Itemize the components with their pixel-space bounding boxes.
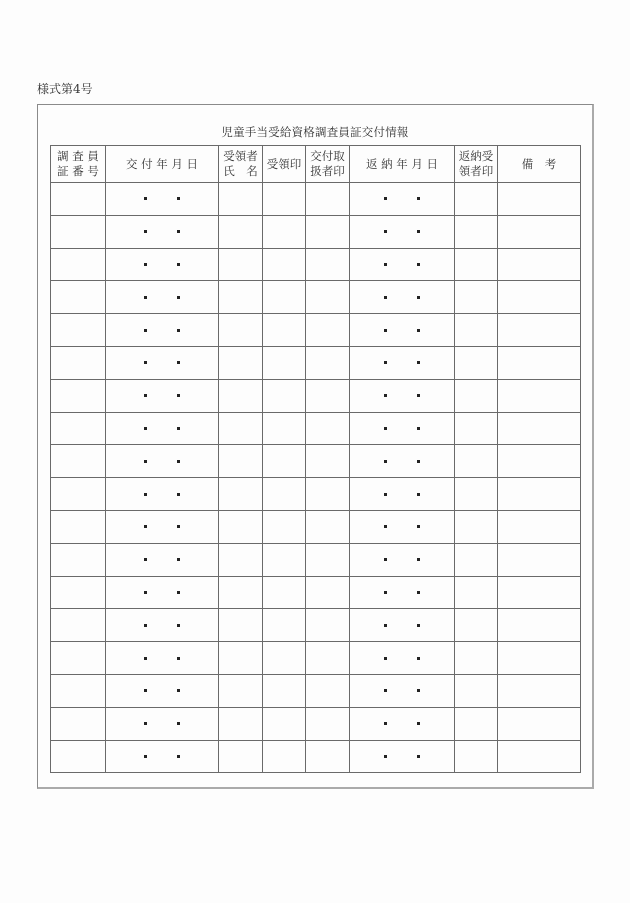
cert-number-cell[interactable] xyxy=(51,707,106,740)
remarks-cell[interactable] xyxy=(498,478,581,511)
date-separator-dot xyxy=(144,755,147,758)
issuer-seal-cell[interactable] xyxy=(306,642,350,675)
date-separator-dot xyxy=(384,689,387,692)
return-receiver-seal-cell[interactable] xyxy=(455,215,498,248)
issuer-seal-cell[interactable] xyxy=(306,510,350,543)
date-separator-dot xyxy=(144,624,147,627)
date-separator-dot xyxy=(144,394,147,397)
recipient-seal-cell[interactable] xyxy=(263,215,306,248)
recipient-name-cell[interactable] xyxy=(219,510,263,543)
table-row xyxy=(51,215,581,248)
remarks-cell[interactable] xyxy=(498,609,581,642)
issue-date-cell[interactable] xyxy=(106,314,219,347)
return-receiver-seal-cell[interactable] xyxy=(455,248,498,281)
table-row xyxy=(51,445,581,478)
date-separators xyxy=(106,657,218,660)
issue-date-cell[interactable] xyxy=(106,281,219,314)
table-row xyxy=(51,576,581,609)
return-receiver-seal-cell[interactable] xyxy=(455,642,498,675)
remarks-cell[interactable] xyxy=(498,445,581,478)
issue-date-cell[interactable] xyxy=(106,707,219,740)
date-separator-dot xyxy=(384,755,387,758)
date-separator-dot xyxy=(384,493,387,496)
header-line: 返 納 年 月 日 xyxy=(365,156,439,171)
date-separator-dot xyxy=(417,263,420,266)
date-separators xyxy=(350,361,454,364)
return-date-cell[interactable] xyxy=(350,346,455,379)
date-separators xyxy=(106,329,218,332)
return-receiver-seal-cell[interactable] xyxy=(455,412,498,445)
return-receiver-seal-cell[interactable] xyxy=(455,707,498,740)
recipient-seal-cell[interactable] xyxy=(263,183,306,216)
header-return-receiver-seal xyxy=(455,146,498,183)
return-receiver-seal-cell[interactable] xyxy=(455,510,498,543)
date-separator-dot xyxy=(384,263,387,266)
date-separators xyxy=(106,460,218,463)
return-receiver-seal-cell[interactable] xyxy=(455,740,498,773)
date-separators xyxy=(350,657,454,660)
issue-date-cell[interactable] xyxy=(106,576,219,609)
date-separator-dot xyxy=(144,361,147,364)
date-separator-dot xyxy=(384,624,387,627)
header-line: 交付取 xyxy=(310,149,345,163)
date-separator-dot xyxy=(384,591,387,594)
date-separator-dot xyxy=(417,624,420,627)
issue-date-cell[interactable] xyxy=(106,248,219,281)
return-date-cell[interactable] xyxy=(350,510,455,543)
header-line: 氏 名 xyxy=(223,164,258,178)
header-line: 交 付 年 月 日 xyxy=(125,156,199,171)
date-separators xyxy=(350,263,454,266)
date-separator-dot xyxy=(177,230,180,233)
remarks-cell[interactable] xyxy=(498,674,581,707)
date-separator-dot xyxy=(384,558,387,561)
return-receiver-seal-cell[interactable] xyxy=(455,183,498,216)
date-separator-dot xyxy=(177,525,180,528)
issuer-seal-cell[interactable] xyxy=(306,215,350,248)
date-separators xyxy=(350,460,454,463)
date-separators xyxy=(350,296,454,299)
date-separator-dot xyxy=(417,427,420,430)
cert-number-cell[interactable] xyxy=(51,183,106,216)
recipient-name-cell[interactable] xyxy=(219,478,263,511)
return-receiver-seal-cell[interactable] xyxy=(455,346,498,379)
issuer-seal-cell[interactable] xyxy=(306,576,350,609)
table-row xyxy=(51,478,581,511)
recipient-name-cell[interactable] xyxy=(219,248,263,281)
remarks-cell[interactable] xyxy=(498,379,581,412)
date-separator-dot xyxy=(384,329,387,332)
date-separator-dot xyxy=(177,722,180,725)
date-separator-dot xyxy=(144,689,147,692)
recipient-name-cell[interactable] xyxy=(219,543,263,576)
table-row xyxy=(51,609,581,642)
cert-number-cell[interactable] xyxy=(51,609,106,642)
date-separator-dot xyxy=(417,296,420,299)
date-separators xyxy=(106,296,218,299)
cert-number-cell[interactable] xyxy=(51,576,106,609)
date-separator-dot xyxy=(417,525,420,528)
date-separator-dot xyxy=(384,427,387,430)
date-separator-dot xyxy=(177,263,180,266)
recipient-name-cell[interactable] xyxy=(219,707,263,740)
remarks-cell[interactable] xyxy=(498,543,581,576)
date-separators xyxy=(106,722,218,725)
date-separator-dot xyxy=(144,329,147,332)
register-body xyxy=(51,183,581,773)
date-separators xyxy=(106,197,218,200)
remarks-cell[interactable] xyxy=(498,281,581,314)
recipient-seal-cell[interactable] xyxy=(263,543,306,576)
header-issuer-seal xyxy=(306,146,350,183)
table-row xyxy=(51,248,581,281)
return-date-cell[interactable] xyxy=(350,576,455,609)
recipient-seal-cell[interactable] xyxy=(263,379,306,412)
date-separator-dot xyxy=(144,197,147,200)
issuer-seal-cell[interactable] xyxy=(306,707,350,740)
date-separator-dot xyxy=(177,493,180,496)
remarks-cell[interactable] xyxy=(498,314,581,347)
date-separator-dot xyxy=(417,394,420,397)
table-row xyxy=(51,412,581,445)
return-receiver-seal-cell[interactable] xyxy=(455,576,498,609)
date-separator-dot xyxy=(177,657,180,660)
recipient-seal-cell[interactable] xyxy=(263,445,306,478)
recipient-name-cell[interactable] xyxy=(219,445,263,478)
recipient-name-cell[interactable] xyxy=(219,609,263,642)
date-separator-dot xyxy=(177,329,180,332)
recipient-seal-cell[interactable] xyxy=(263,740,306,773)
return-date-cell[interactable] xyxy=(350,642,455,675)
date-separator-dot xyxy=(384,230,387,233)
cert-number-cell[interactable] xyxy=(51,740,106,773)
date-separator-dot xyxy=(417,230,420,233)
header-line: 備 考 xyxy=(521,156,557,171)
remarks-cell[interactable] xyxy=(498,740,581,773)
header-line: 証 番 号 xyxy=(57,164,99,178)
recipient-seal-cell[interactable] xyxy=(263,642,306,675)
header-cert-number xyxy=(51,146,106,183)
date-separator-dot xyxy=(417,657,420,660)
header-line: 受領印 xyxy=(266,156,302,171)
cert-number-cell[interactable] xyxy=(51,379,106,412)
remarks-cell[interactable] xyxy=(498,576,581,609)
date-separators xyxy=(106,263,218,266)
issuer-seal-cell[interactable] xyxy=(306,314,350,347)
table-row xyxy=(51,510,581,543)
date-separators xyxy=(350,755,454,758)
remarks-cell[interactable] xyxy=(498,412,581,445)
recipient-name-cell[interactable] xyxy=(219,674,263,707)
cert-number-cell[interactable] xyxy=(51,510,106,543)
issue-date-cell[interactable] xyxy=(106,215,219,248)
cert-number-cell[interactable] xyxy=(51,674,106,707)
date-separator-dot xyxy=(384,525,387,528)
date-separators xyxy=(106,558,218,561)
issuer-seal-cell[interactable] xyxy=(306,445,350,478)
recipient-name-cell[interactable] xyxy=(219,215,263,248)
remarks-cell[interactable] xyxy=(498,215,581,248)
date-separators xyxy=(350,525,454,528)
recipient-seal-cell[interactable] xyxy=(263,674,306,707)
date-separators xyxy=(106,230,218,233)
date-separators xyxy=(350,394,454,397)
return-receiver-seal-cell[interactable] xyxy=(455,445,498,478)
return-date-cell[interactable] xyxy=(350,707,455,740)
date-separator-dot xyxy=(417,493,420,496)
recipient-seal-cell[interactable] xyxy=(263,346,306,379)
date-separator-dot xyxy=(177,394,180,397)
date-separator-dot xyxy=(417,197,420,200)
issuer-seal-cell[interactable] xyxy=(306,609,350,642)
issue-date-cell[interactable] xyxy=(106,183,219,216)
return-date-cell[interactable] xyxy=(350,445,455,478)
date-separator-dot xyxy=(384,361,387,364)
date-separators xyxy=(106,624,218,627)
header-line: 受領者 xyxy=(223,149,258,163)
date-separator-dot xyxy=(384,460,387,463)
return-date-cell[interactable] xyxy=(350,183,455,216)
return-date-cell[interactable] xyxy=(350,478,455,511)
issuance-register-table xyxy=(50,145,581,773)
issue-date-cell[interactable] xyxy=(106,543,219,576)
date-separator-dot xyxy=(384,197,387,200)
date-separator-dot xyxy=(144,558,147,561)
cert-number-cell[interactable] xyxy=(51,642,106,675)
issue-date-cell[interactable] xyxy=(106,445,219,478)
return-receiver-seal-cell[interactable] xyxy=(455,674,498,707)
cert-number-cell[interactable] xyxy=(51,445,106,478)
return-date-cell[interactable] xyxy=(350,314,455,347)
date-separator-dot xyxy=(144,493,147,496)
date-separator-dot xyxy=(144,460,147,463)
table-row xyxy=(51,740,581,773)
table-row xyxy=(51,379,581,412)
issue-date-cell[interactable] xyxy=(106,510,219,543)
table-row xyxy=(51,707,581,740)
date-separators xyxy=(106,394,218,397)
issuer-seal-cell[interactable] xyxy=(306,412,350,445)
date-separator-dot xyxy=(144,525,147,528)
return-receiver-seal-cell[interactable] xyxy=(455,478,498,511)
date-separators xyxy=(106,427,218,430)
header-issue-date xyxy=(106,146,219,183)
date-separators xyxy=(106,755,218,758)
issue-date-cell[interactable] xyxy=(106,346,219,379)
date-separator-dot xyxy=(144,657,147,660)
date-separator-dot xyxy=(144,230,147,233)
return-receiver-seal-cell[interactable] xyxy=(455,609,498,642)
recipient-seal-cell[interactable] xyxy=(263,281,306,314)
table-row xyxy=(51,642,581,675)
recipient-seal-cell[interactable] xyxy=(263,248,306,281)
cert-number-cell[interactable] xyxy=(51,314,106,347)
date-separator-dot xyxy=(417,591,420,594)
date-separator-dot xyxy=(417,722,420,725)
date-separators xyxy=(106,591,218,594)
issue-date-cell[interactable] xyxy=(106,674,219,707)
return-receiver-seal-cell[interactable] xyxy=(455,379,498,412)
cert-number-cell[interactable] xyxy=(51,281,106,314)
table-row xyxy=(51,346,581,379)
date-separator-dot xyxy=(177,755,180,758)
cert-number-cell[interactable] xyxy=(51,215,106,248)
recipient-seal-cell[interactable] xyxy=(263,478,306,511)
return-date-cell[interactable] xyxy=(350,248,455,281)
date-separators xyxy=(350,624,454,627)
recipient-seal-cell[interactable] xyxy=(263,510,306,543)
date-separator-dot xyxy=(177,624,180,627)
recipient-seal-cell[interactable] xyxy=(263,576,306,609)
date-separator-dot xyxy=(384,394,387,397)
remarks-cell[interactable] xyxy=(498,183,581,216)
date-separator-dot xyxy=(417,361,420,364)
date-separator-dot xyxy=(144,263,147,266)
header-line: 調 査 員 xyxy=(57,149,99,163)
date-separators xyxy=(106,689,218,692)
cert-number-cell[interactable] xyxy=(51,248,106,281)
date-separator-dot xyxy=(144,296,147,299)
table-row xyxy=(51,281,581,314)
issuer-seal-cell[interactable] xyxy=(306,740,350,773)
issue-date-cell[interactable] xyxy=(106,609,219,642)
date-separator-dot xyxy=(384,296,387,299)
date-separators xyxy=(106,493,218,496)
date-separator-dot xyxy=(177,460,180,463)
return-date-cell[interactable] xyxy=(350,281,455,314)
return-date-cell[interactable] xyxy=(350,543,455,576)
date-separator-dot xyxy=(177,591,180,594)
issuer-seal-cell[interactable] xyxy=(306,248,350,281)
date-separator-dot xyxy=(144,427,147,430)
issuer-seal-cell[interactable] xyxy=(306,346,350,379)
form-title: 児童手当受給資格調査員証交付情報 xyxy=(221,125,409,139)
remarks-cell[interactable] xyxy=(498,510,581,543)
recipient-seal-cell[interactable] xyxy=(263,412,306,445)
return-date-cell[interactable] xyxy=(350,609,455,642)
return-date-cell[interactable] xyxy=(350,412,455,445)
header-line: 返納受 xyxy=(458,149,494,163)
return-date-cell[interactable] xyxy=(350,674,455,707)
date-separators xyxy=(350,493,454,496)
date-separator-dot xyxy=(144,591,147,594)
remarks-cell[interactable] xyxy=(498,346,581,379)
issue-date-cell[interactable] xyxy=(106,379,219,412)
return-receiver-seal-cell[interactable] xyxy=(455,314,498,347)
return-date-cell[interactable] xyxy=(350,215,455,248)
issuer-seal-cell[interactable] xyxy=(306,543,350,576)
return-date-cell[interactable] xyxy=(350,379,455,412)
issuer-seal-cell[interactable] xyxy=(306,183,350,216)
date-separators xyxy=(350,689,454,692)
header-line: 領者印 xyxy=(458,164,494,178)
recipient-seal-cell[interactable] xyxy=(263,707,306,740)
remarks-cell[interactable] xyxy=(498,248,581,281)
recipient-name-cell[interactable] xyxy=(219,576,263,609)
date-separator-dot xyxy=(177,361,180,364)
issue-date-cell[interactable] xyxy=(106,740,219,773)
cert-number-cell[interactable] xyxy=(51,478,106,511)
issue-date-cell[interactable] xyxy=(106,478,219,511)
date-separators xyxy=(350,427,454,430)
return-date-cell[interactable] xyxy=(350,740,455,773)
date-separator-dot xyxy=(417,329,420,332)
recipient-name-cell[interactable] xyxy=(219,642,263,675)
cert-number-cell[interactable] xyxy=(51,543,106,576)
form-number: 様式第4号 xyxy=(37,82,93,96)
date-separators xyxy=(350,230,454,233)
return-receiver-seal-cell[interactable] xyxy=(455,543,498,576)
date-separator-dot xyxy=(417,460,420,463)
date-separator-dot xyxy=(177,427,180,430)
date-separators xyxy=(350,329,454,332)
remarks-cell[interactable] xyxy=(498,707,581,740)
recipient-name-cell[interactable] xyxy=(219,281,263,314)
date-separator-dot xyxy=(177,296,180,299)
table-row xyxy=(51,543,581,576)
header-line: 扱者印 xyxy=(310,164,345,178)
table-row xyxy=(51,314,581,347)
issue-date-cell[interactable] xyxy=(106,642,219,675)
date-separator-dot xyxy=(177,558,180,561)
issuer-seal-cell[interactable] xyxy=(306,674,350,707)
date-separator-dot xyxy=(417,558,420,561)
date-separators xyxy=(350,558,454,561)
date-separators xyxy=(350,722,454,725)
date-separators xyxy=(350,197,454,200)
date-separator-dot xyxy=(384,657,387,660)
return-receiver-seal-cell[interactable] xyxy=(455,281,498,314)
header-row xyxy=(51,146,581,183)
date-separator-dot xyxy=(384,722,387,725)
issuer-seal-cell[interactable] xyxy=(306,281,350,314)
recipient-name-cell[interactable] xyxy=(219,412,263,445)
recipient-name-cell[interactable] xyxy=(219,379,263,412)
cert-number-cell[interactable] xyxy=(51,412,106,445)
date-separators xyxy=(106,525,218,528)
header-remarks xyxy=(498,146,581,183)
recipient-name-cell[interactable] xyxy=(219,346,263,379)
recipient-name-cell[interactable] xyxy=(219,740,263,773)
date-separator-dot xyxy=(177,689,180,692)
date-separator-dot xyxy=(177,197,180,200)
date-separators xyxy=(106,361,218,364)
recipient-seal-cell[interactable] xyxy=(263,609,306,642)
recipient-name-cell[interactable] xyxy=(219,314,263,347)
issuer-seal-cell[interactable] xyxy=(306,379,350,412)
table-row xyxy=(51,183,581,216)
table-row xyxy=(51,674,581,707)
date-separators xyxy=(350,591,454,594)
date-separator-dot xyxy=(417,689,420,692)
issuer-seal-cell[interactable] xyxy=(306,478,350,511)
header-recipient-seal xyxy=(263,146,306,183)
recipient-seal-cell[interactable] xyxy=(263,314,306,347)
date-separator-dot xyxy=(144,722,147,725)
remarks-cell[interactable] xyxy=(498,642,581,675)
cert-number-cell[interactable] xyxy=(51,346,106,379)
recipient-name-cell[interactable] xyxy=(219,183,263,216)
header-recipient-name xyxy=(219,146,263,183)
date-separator-dot xyxy=(417,755,420,758)
issue-date-cell[interactable] xyxy=(106,412,219,445)
header-return-date xyxy=(350,146,455,183)
